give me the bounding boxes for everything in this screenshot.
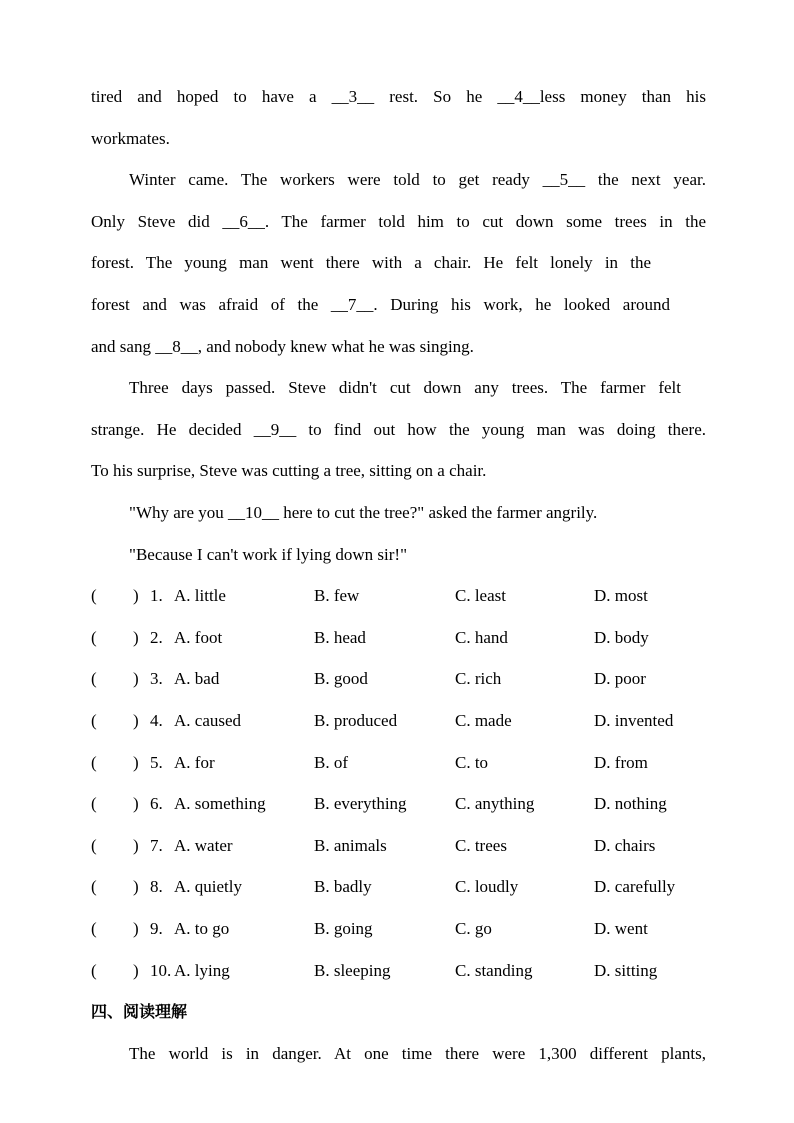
passage-line-4: Only Steve did __6__. The farmer told him to cut down some trees in the bbox=[91, 212, 706, 231]
option-b: B. of bbox=[314, 753, 348, 772]
answer-paren-open: ( bbox=[91, 586, 97, 605]
option-b: B. few bbox=[314, 586, 360, 605]
option-c: C. to bbox=[455, 753, 489, 772]
answer-paren-open: ( bbox=[91, 753, 97, 772]
passage-line-9: strange. He decided __9__ to find out how the young man was doing there. bbox=[91, 420, 706, 439]
option-c: C. least bbox=[455, 586, 506, 605]
option-c: C. rich bbox=[455, 669, 502, 688]
option-a: A. little bbox=[174, 586, 226, 605]
question-row bbox=[91, 917, 706, 941]
answer-paren-close: ) bbox=[133, 753, 139, 772]
option-b: B. sleeping bbox=[314, 961, 391, 980]
option-b: B. good bbox=[314, 669, 368, 688]
option-c: C. anything bbox=[455, 794, 535, 813]
option-d: D. went bbox=[594, 919, 648, 938]
option-d: D. carefully bbox=[594, 877, 676, 896]
question-row bbox=[91, 626, 706, 650]
answer-paren-close: ) bbox=[133, 877, 139, 896]
question-row bbox=[91, 584, 706, 608]
question-row bbox=[91, 709, 706, 733]
option-a: A. bad bbox=[174, 669, 220, 688]
option-c: C. loudly bbox=[455, 877, 519, 896]
section-heading: 四、阅读理解 bbox=[91, 1002, 188, 1021]
answer-paren-close: ) bbox=[133, 711, 139, 730]
question-number: 9. bbox=[150, 919, 163, 938]
option-c: C. standing bbox=[455, 961, 533, 980]
question-row bbox=[91, 959, 706, 983]
option-c: C. trees bbox=[455, 836, 507, 855]
option-a: A. for bbox=[174, 753, 215, 772]
option-a: A. caused bbox=[174, 711, 242, 730]
question-row bbox=[91, 792, 706, 816]
answer-paren-close: ) bbox=[133, 628, 139, 647]
passage-line-11: "Why are you __10__ here to cut the tree?" asked the farmer angrily. bbox=[129, 503, 598, 522]
passage-line-7: and sang __8__, and nobody knew what he was singing. bbox=[91, 337, 474, 356]
question-number: 5. bbox=[150, 753, 163, 772]
option-c: C. hand bbox=[455, 628, 508, 647]
answer-paren-close: ) bbox=[133, 836, 139, 855]
passage-line-8: Three days passed. Steve didn't cut down any trees. The farmer felt bbox=[129, 378, 681, 397]
question-row bbox=[91, 751, 706, 775]
option-b: B. animals bbox=[314, 836, 387, 855]
option-d: D. invented bbox=[594, 711, 674, 730]
question-number: 1. bbox=[150, 586, 163, 605]
question-number: 3. bbox=[150, 669, 163, 688]
option-a: A. lying bbox=[174, 961, 230, 980]
answer-paren-close: ) bbox=[133, 586, 139, 605]
question-number: 10. bbox=[150, 961, 172, 980]
option-a: A. to go bbox=[174, 919, 230, 938]
answer-paren-open: ( bbox=[91, 628, 97, 647]
answer-paren-open: ( bbox=[91, 877, 97, 896]
answer-paren-close: ) bbox=[133, 669, 139, 688]
passage-line-5: forest. The young man went there with a chair. He felt lonely in the bbox=[91, 253, 651, 272]
option-b: B. head bbox=[314, 628, 366, 647]
question-row bbox=[91, 667, 706, 691]
option-d: D. chairs bbox=[594, 836, 656, 855]
question-number: 4. bbox=[150, 711, 163, 730]
question-row bbox=[91, 834, 706, 858]
question-number: 7. bbox=[150, 836, 163, 855]
reading-first-line: The world is in danger. At one time there were 1,300 different plants, bbox=[129, 1044, 706, 1063]
option-a: A. foot bbox=[174, 628, 223, 647]
answer-paren-open: ( bbox=[91, 669, 97, 688]
option-b: B. going bbox=[314, 919, 373, 938]
question-number: 8. bbox=[150, 877, 163, 896]
answer-paren-close: ) bbox=[133, 919, 139, 938]
passage-line-2: workmates. bbox=[91, 129, 170, 148]
option-b: B. badly bbox=[314, 877, 372, 896]
option-d: D. most bbox=[594, 586, 648, 605]
option-d: D. sitting bbox=[594, 961, 658, 980]
option-a: A. something bbox=[174, 794, 266, 813]
passage-line-3: Winter came. The workers were told to get ready __5__ the next year. bbox=[129, 170, 706, 189]
option-c: C. made bbox=[455, 711, 512, 730]
question-row bbox=[91, 875, 706, 899]
answer-paren-open: ( bbox=[91, 836, 97, 855]
passage-line-6: forest and was afraid of the __7__. During his work, he looked around bbox=[91, 295, 670, 314]
option-a: A. water bbox=[174, 836, 233, 855]
option-a: A. quietly bbox=[174, 877, 242, 896]
question-number: 2. bbox=[150, 628, 163, 647]
passage-line-1: tired and hoped to have a __3__ rest. So he __4__less money than his bbox=[91, 87, 706, 106]
option-b: B. produced bbox=[314, 711, 398, 730]
answer-paren-open: ( bbox=[91, 711, 97, 730]
option-c: C. go bbox=[455, 919, 492, 938]
passage-line-12: "Because I can't work if lying down sir!" bbox=[129, 545, 408, 564]
passage-line-10: To his surprise, Steve was cutting a tree, sitting on a chair. bbox=[91, 461, 487, 480]
option-d: D. nothing bbox=[594, 794, 667, 813]
question-number: 6. bbox=[150, 794, 163, 813]
answer-paren-open: ( bbox=[91, 794, 97, 813]
answer-paren-close: ) bbox=[133, 961, 139, 980]
option-b: B. everything bbox=[314, 794, 407, 813]
option-d: D. from bbox=[594, 753, 648, 772]
option-d: D. poor bbox=[594, 669, 646, 688]
answer-paren-close: ) bbox=[133, 794, 139, 813]
answer-paren-open: ( bbox=[91, 961, 97, 980]
option-d: D. body bbox=[594, 628, 649, 647]
answer-paren-open: ( bbox=[91, 919, 97, 938]
